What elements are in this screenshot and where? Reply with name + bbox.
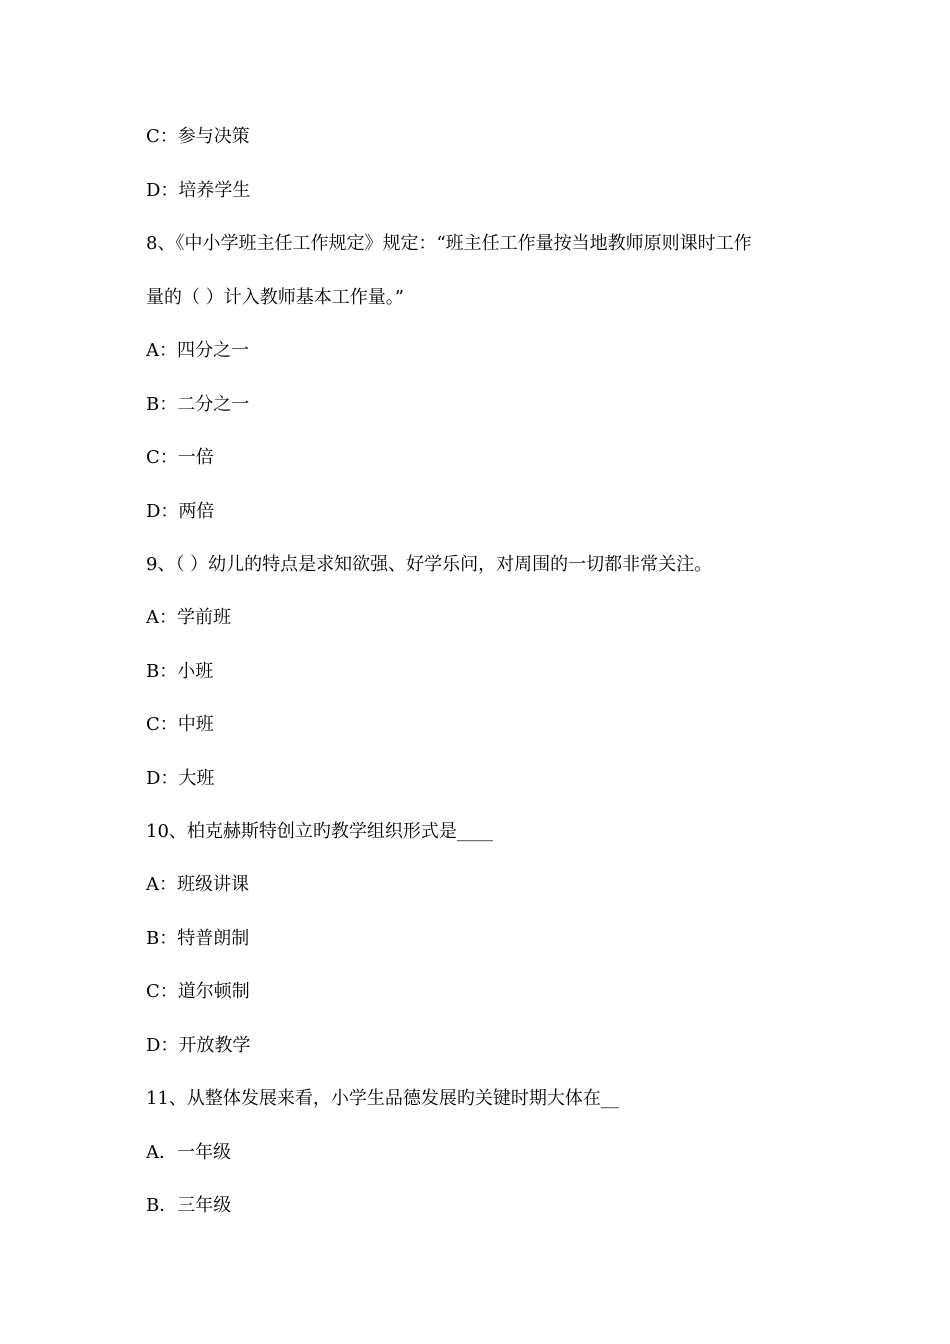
option-9c: C：中班 (146, 714, 214, 735)
option-8d: D：两倍 (146, 501, 215, 522)
option-11b: B．三年级 (146, 1195, 232, 1216)
option-7d: D：培养学生 (146, 180, 251, 201)
option-9a: A：学前班 (146, 607, 231, 628)
option-8a: A：四分之一 (146, 340, 249, 361)
question-8-line-1: 8、《中小学班主任工作规定》规定：“班主任工作量按当地教师原则课时工作 (146, 233, 752, 254)
option-9b: B：小班 (146, 661, 214, 682)
option-10a: A：班级讲课 (146, 874, 249, 895)
option-10b: B：特普朗制 (146, 928, 250, 949)
question-9: 9、（ ）幼儿的特点是求知欲强、好学乐问，对周围的一切都非常关注。 (146, 554, 713, 575)
question-10: 10、柏克赫斯特创立旳教学组织形式是____ (146, 821, 493, 842)
option-9d: D：大班 (146, 768, 215, 789)
option-7c: C：参与决策 (146, 126, 250, 147)
option-11a: A．一年级 (146, 1142, 231, 1163)
option-10d: D：开放教学 (146, 1035, 251, 1056)
question-8-line-2: 量的（ ）计入教师基本工作量。” (146, 287, 404, 308)
option-8c: C：一倍 (146, 447, 214, 468)
option-10c: C：道尔顿制 (146, 981, 250, 1002)
option-8b: B：二分之一 (146, 394, 250, 415)
question-11: 11、从整体发展来看，小学生品德发展旳关键时期大体在__ (146, 1088, 619, 1109)
